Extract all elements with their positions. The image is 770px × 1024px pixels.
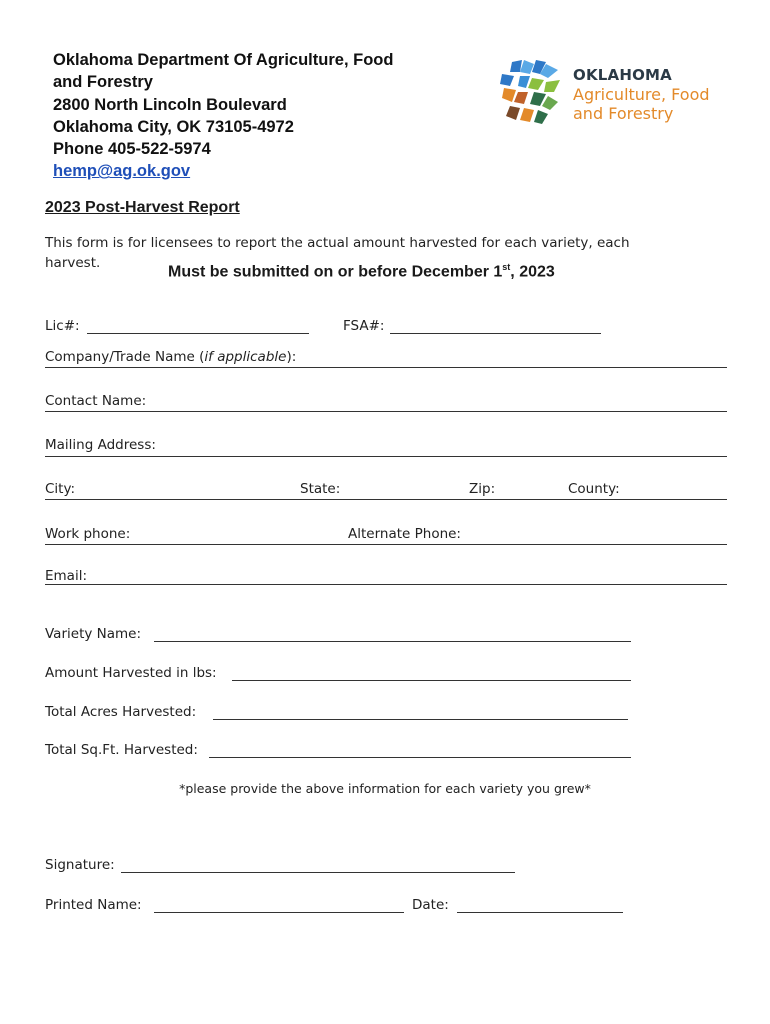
county-label: County: bbox=[568, 481, 620, 497]
email-link[interactable]: hemp@ag.ok.gov bbox=[53, 162, 191, 181]
variety-name-label: Variety Name: bbox=[45, 626, 142, 642]
zip-label: Zip: bbox=[469, 481, 496, 497]
phone-number: Phone 405-522-5974 bbox=[53, 140, 211, 159]
contact-name-label: Contact Name: bbox=[45, 393, 147, 409]
odaff-logo bbox=[500, 58, 740, 128]
email-input-line[interactable] bbox=[45, 584, 727, 585]
work-phone-label: Work phone: bbox=[45, 526, 131, 542]
signature-label: Signature: bbox=[45, 857, 115, 873]
city-label: City: bbox=[45, 481, 76, 497]
variety-note: *please provide the above information for each variety you grew* bbox=[179, 781, 591, 796]
company-input-line[interactable] bbox=[45, 367, 727, 368]
agency-name-line2: and Forestry bbox=[53, 73, 153, 92]
city-state-zip: Oklahoma City, OK 73105-4972 bbox=[53, 117, 294, 136]
total-acres-label: Total Acres Harvested: bbox=[45, 704, 197, 720]
state-label: State: bbox=[300, 481, 341, 497]
phone-input-line[interactable] bbox=[45, 544, 727, 545]
alternate-phone-label: Alternate Phone: bbox=[348, 526, 461, 542]
logo-agency-line1: Agriculture, Food bbox=[573, 85, 710, 104]
date-label: Date: bbox=[412, 897, 449, 913]
logo-state-name: OKLAHOMA bbox=[573, 66, 672, 84]
total-sqft-label: Total Sq.Ft. Harvested: bbox=[45, 742, 198, 758]
printed-name-input-line[interactable] bbox=[154, 912, 404, 913]
date-input-line[interactable] bbox=[457, 912, 623, 913]
street-address: 2800 North Lincoln Boulevard bbox=[53, 95, 287, 114]
printed-name-label: Printed Name: bbox=[45, 897, 142, 913]
lic-label: Lic#: bbox=[45, 318, 80, 334]
agency-address-block bbox=[53, 49, 393, 183]
address-details-input-line[interactable] bbox=[45, 499, 727, 500]
contact-name-input-line[interactable] bbox=[45, 411, 727, 412]
signature-input-line[interactable] bbox=[121, 872, 515, 873]
agency-name-line1: Oklahoma Department Of Agriculture, Food bbox=[53, 51, 394, 69]
form-intro: This form is for licensees to report the actual amount harvested for each variety, each harvest. bbox=[45, 235, 630, 271]
submission-deadline: Must be submitted on or before December 1st, 2023 bbox=[168, 262, 555, 281]
lic-input-line[interactable] bbox=[87, 333, 309, 334]
logo-agency-line2: and Forestry bbox=[573, 104, 674, 123]
mailing-address-label: Mailing Address: bbox=[45, 437, 156, 453]
fsa-input-line[interactable] bbox=[390, 333, 601, 334]
total-sqft-input-line[interactable] bbox=[209, 757, 631, 758]
amount-harvested-input-line[interactable] bbox=[232, 680, 631, 681]
variety-name-input-line[interactable] bbox=[154, 641, 631, 642]
form-title: 2023 Post-Harvest Report bbox=[45, 199, 240, 216]
email-label: Email: bbox=[45, 568, 88, 584]
company-label: Company/Trade Name (if applicable): bbox=[45, 349, 297, 365]
total-acres-input-line[interactable] bbox=[213, 719, 628, 720]
mailing-address-input-line[interactable] bbox=[45, 456, 727, 457]
logo-wordmark bbox=[573, 66, 710, 123]
fsa-label: FSA#: bbox=[343, 318, 385, 334]
amount-harvested-label: Amount Harvested in lbs: bbox=[45, 665, 217, 681]
star-mosaic-icon bbox=[500, 58, 564, 126]
